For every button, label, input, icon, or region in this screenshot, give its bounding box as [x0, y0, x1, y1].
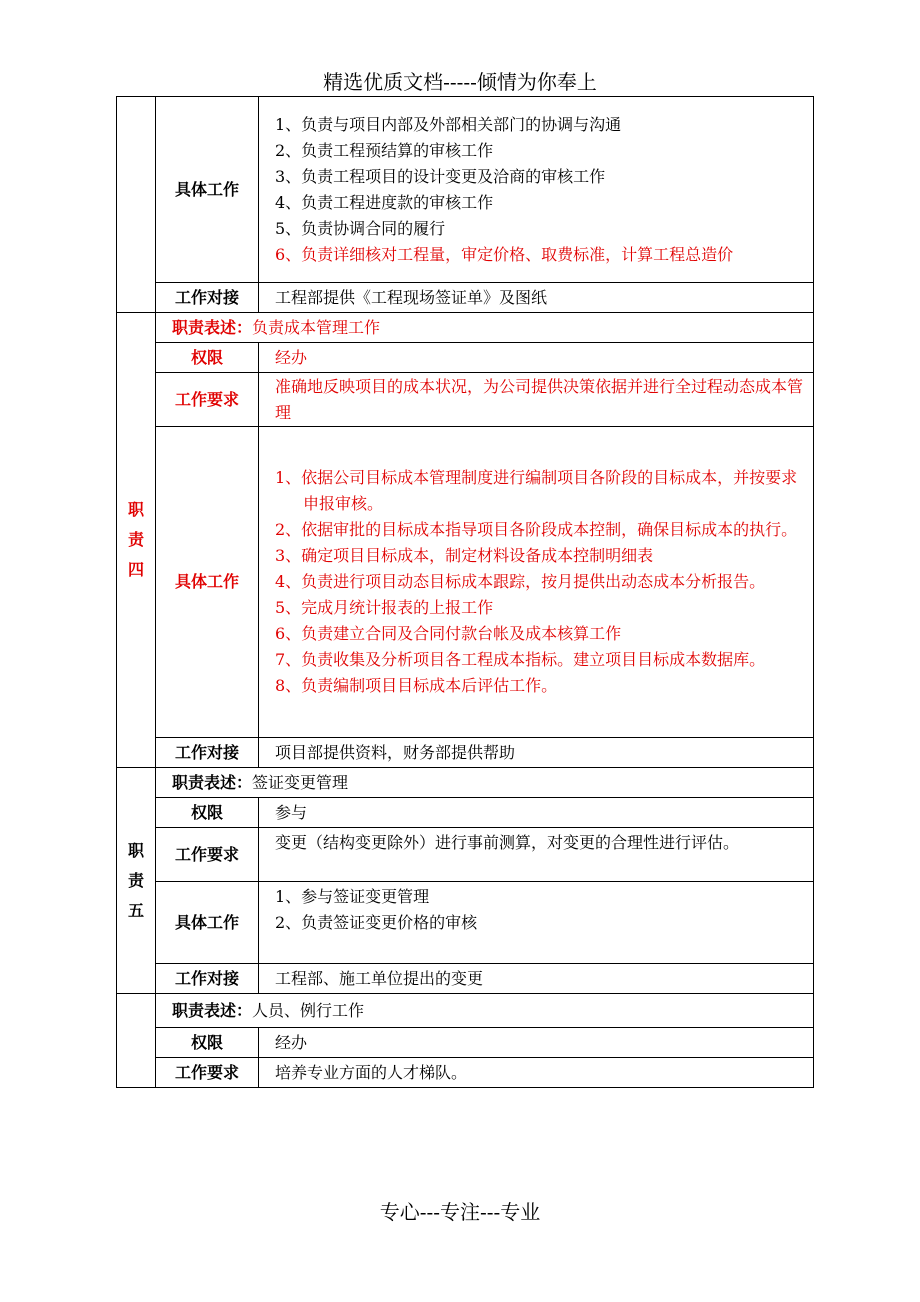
sec6-gzyq-value: 培养专业方面的人才梯队。 — [259, 1058, 814, 1088]
list-item: 1、负责与项目内部及外部相关部门的协调与沟通 — [275, 114, 622, 134]
sec3-jtgz-label: 具体工作 — [156, 97, 259, 283]
sec6-qx-label: 权限 — [156, 1028, 259, 1058]
list-item: 3、负责工程项目的设计变更及洽商的审核工作 — [275, 166, 606, 186]
list-item: 1、依据公司目标成本管理制度进行编制项目各阶段的目标成本，并按要求申报审核。 — [275, 468, 798, 513]
sec5-gzyq-label: 工作要求 — [156, 828, 259, 882]
sec4-jtgz-list — [275, 465, 807, 699]
sec6-gzyq-label: 工作要求 — [156, 1058, 259, 1088]
sec5-desc-label: 职责表述： — [172, 772, 253, 792]
sec4-gzdj-label: 工作对接 — [156, 738, 259, 768]
page-header: 精选优质文档-----倾情为你奉上 — [323, 70, 597, 94]
sec6-desc-value: 人员、例行工作 — [252, 1000, 365, 1020]
list-item: 6、负责建立合同及合同付款台帐及成本核算工作 — [275, 624, 622, 643]
list-item: 3、确定项目目标成本，制定材料设备成本控制明细表 — [275, 546, 654, 565]
sec5-desc-value: 签证变更管理 — [252, 772, 349, 792]
sec5-title-char: 五 — [127, 900, 144, 920]
sec4-qx-label: 权限 — [156, 343, 259, 373]
sec3-title-cell — [117, 97, 156, 313]
sec4-desc-row — [156, 313, 814, 343]
sec5-title-char: 责 — [127, 870, 144, 890]
list-item: 4、负责进行项目动态目标成本跟踪，按月提供出动态成本分析报告。 — [275, 572, 766, 591]
list-item: 2、依据审批的目标成本指导项目各阶段成本控制，确保目标成本的执行。 — [275, 520, 798, 539]
sec5-jtgz-cell — [259, 882, 814, 964]
sec4-desc-label: 职责表述： — [172, 317, 253, 337]
sec3-jtgz-cell — [259, 97, 814, 283]
list-item: 5、完成月统计报表的上报工作 — [275, 598, 494, 617]
sec4-gzyq-value: 准确地反映项目的成本状况，为公司提供决策依据并进行全过程动态成本管理 — [259, 373, 814, 427]
sec5-title — [117, 768, 156, 994]
list-item: 5、负责协调合同的履行 — [275, 218, 446, 238]
sec3-jtgz-list — [275, 112, 807, 268]
sec4-desc-value: 负责成本管理工作 — [252, 317, 381, 337]
sec4-title-char: 四 — [127, 560, 144, 579]
sec5-gzyq-value: 变更（结构变更除外）进行事前测算，对变更的合理性进行评估。 — [259, 828, 814, 882]
sec6-qx-value: 经办 — [259, 1028, 814, 1058]
sec5-gzdj-label: 工作对接 — [156, 964, 259, 994]
sec4-title-char: 责 — [127, 530, 144, 549]
sec5-jtgz-label: 具体工作 — [156, 882, 259, 964]
sec3-gzdj-value: 工程部提供《工程现场签证单》及图纸 — [259, 283, 814, 313]
list-item: 4、负责工程进度款的审核工作 — [275, 192, 494, 212]
sec6-desc-label: 职责表述： — [172, 1000, 253, 1020]
sec5-qx-value: 参与 — [259, 798, 814, 828]
duty-table — [116, 96, 814, 1088]
list-item: 2、负责签证变更价格的审核 — [275, 913, 478, 932]
sec4-title — [117, 313, 156, 768]
sec4-jtgz-cell — [259, 427, 814, 738]
sec5-jtgz-list — [275, 884, 807, 936]
sec5-qx-label: 权限 — [156, 798, 259, 828]
sec6-title-cell — [117, 994, 156, 1088]
sec4-jtgz-label: 具体工作 — [156, 427, 259, 738]
sec6-desc-row — [156, 994, 814, 1028]
page-footer: 专心---专注---专业 — [379, 1200, 541, 1224]
list-item: 8、负责编制项目目标成本后评估工作。 — [275, 676, 558, 695]
sec4-gzyq-label: 工作要求 — [156, 373, 259, 427]
sec5-title-char: 职 — [127, 840, 144, 860]
sec5-gzdj-value: 工程部、施工单位提出的变更 — [259, 964, 814, 994]
list-item: 1、参与签证变更管理 — [275, 887, 430, 906]
sec4-gzdj-value: 项目部提供资料，财务部提供帮助 — [259, 738, 814, 768]
sec3-gzdj-label: 工作对接 — [156, 283, 259, 313]
list-item: 6、负责详细核对工程量，审定价格、取费标准，计算工程总造价 — [275, 244, 734, 264]
sec4-title-char: 职 — [127, 500, 144, 519]
list-item: 7、负责收集及分析项目各工程成本指标。建立项目目标成本数据库。 — [275, 650, 766, 669]
sec4-qx-value: 经办 — [259, 343, 814, 373]
list-item: 2、负责工程预结算的审核工作 — [275, 140, 494, 160]
sec5-desc-row — [156, 768, 814, 798]
